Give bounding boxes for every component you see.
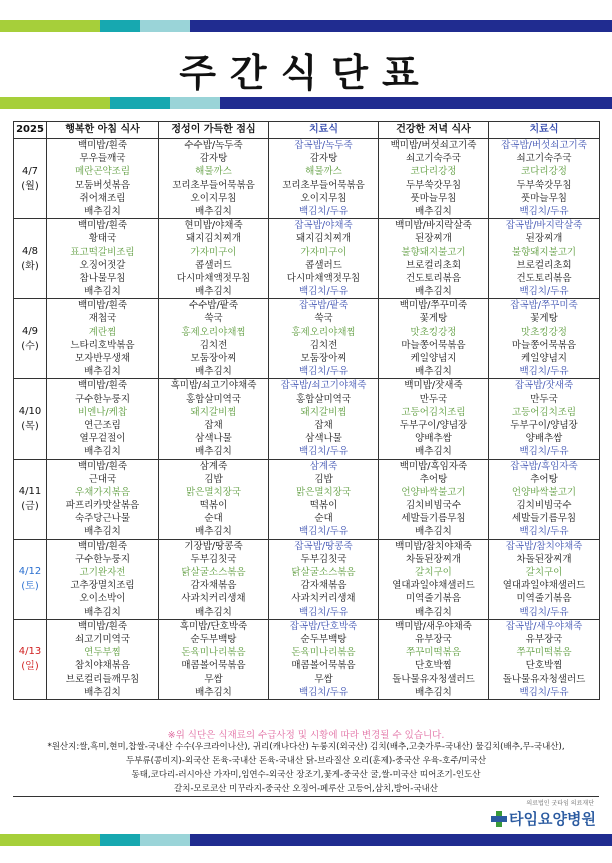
lunch-treat-cell <box>269 219 379 299</box>
menu-item: 유부장국 <box>415 633 452 645</box>
day-date: 4/10 <box>18 405 42 417</box>
menu-item: 잡곡밥/땅콩죽 <box>294 540 353 552</box>
menu-item: 브로컬리초회 <box>405 259 462 271</box>
dinner-treat-cell <box>489 299 600 379</box>
menu-item: 가자미구이 <box>300 246 347 258</box>
day-row <box>14 379 600 459</box>
menu-item: 돈육미나리볶음 <box>181 647 246 659</box>
cross-leaf-icon <box>489 810 509 828</box>
logo-subtitle: 의료법인 굿타임 의료재단 <box>526 800 594 807</box>
lunch-treat-cell <box>269 299 379 379</box>
menu-item: 참치야채볶음 <box>74 660 131 672</box>
menu-item: 잡곡밥/참치야채죽 <box>505 540 583 552</box>
lunch-header: 정성이 가득한 점심 <box>159 122 269 139</box>
menu-item: 백미밥/바지락살죽 <box>395 220 472 232</box>
menu-item: 코다리강정 <box>410 166 457 178</box>
menu-item: 배추김치 <box>415 606 452 618</box>
menu-item: 차돌된장찌개 <box>405 553 462 565</box>
day-of-week: (화) <box>21 260 39 272</box>
menu-item: 차돌된장찌개 <box>516 553 572 565</box>
menu-item: 배추김치 <box>84 366 121 378</box>
menu-item: 떡볶이 <box>309 500 338 512</box>
menu-item: 파프리카맛살볶음 <box>65 500 140 512</box>
menu-item: 불향돼지불고기 <box>401 246 466 258</box>
menu-item: 맑은멸치장국 <box>185 486 242 498</box>
day-of-week: (수) <box>21 340 39 352</box>
menu-item: 숙주당근나물 <box>74 513 131 525</box>
menu-item: 백김치/두유 <box>519 606 569 618</box>
menu-item: 순두부백탕 <box>190 633 237 645</box>
menu-item: 사과치커리생채 <box>291 593 356 605</box>
menu-item: 잡곡밥/녹두죽 <box>294 140 353 151</box>
menu-item: 황태국 <box>88 233 117 245</box>
menu-item: 된장찌개 <box>525 233 563 245</box>
menu-item: 만두국 <box>419 393 448 405</box>
notice-text: ※위 식단은 식재료의 수급사정 및 시황에 따라 변경될 수 있습니다. <box>167 730 445 741</box>
dinner-treat-cell <box>489 219 600 299</box>
menu-item: 두부김칫국 <box>190 553 237 565</box>
bottom-stripe <box>0 834 612 846</box>
menu-item: 순대 <box>204 513 223 525</box>
menu-item: 백김치/두유 <box>298 366 349 378</box>
breakfast-cell <box>47 379 159 459</box>
menu-item: 배추김치 <box>195 205 232 217</box>
menu-item: 배추김치 <box>84 606 121 618</box>
menu-item: 배추김치 <box>84 526 121 538</box>
lunch-cell <box>159 139 269 219</box>
menu-item: 돌나물유자청샐러드 <box>502 673 586 685</box>
day-of-week: (토) <box>21 581 39 593</box>
menu-item: 배추김치 <box>415 686 452 698</box>
lunch-cell <box>159 379 269 459</box>
menu-item: 백미밥/흰죽 <box>77 460 128 472</box>
menu-item: 김치전 <box>199 339 228 351</box>
menu-item: 홍합살미역국 <box>185 393 242 405</box>
menu-item: 잡곡밥/잣새죽 <box>514 380 574 392</box>
menu-item: 잡곡밥/야채죽 <box>294 220 353 232</box>
menu-item: 꽃게탕 <box>530 313 558 325</box>
menu-item: 브로컬리초회 <box>516 259 572 271</box>
menu-item: 백미밥/참치야채죽 <box>395 540 472 552</box>
day-cell <box>14 539 47 619</box>
lunch-cell <box>159 619 269 699</box>
menu-item: 무쌈 <box>314 673 333 685</box>
lunch-treat-cell <box>269 539 379 619</box>
dinner-treat-cell <box>489 139 600 219</box>
menu-item: 배추김치 <box>195 606 232 618</box>
menu-item: 맛초킹강정 <box>410 326 457 338</box>
breakfast-cell <box>47 619 159 699</box>
menu-item: 백미밥/흰죽 <box>77 380 128 392</box>
menu-item: 돼지갈비찜 <box>190 406 237 418</box>
day-date: 4/12 <box>18 566 42 578</box>
menu-item: 쥐어채조림 <box>79 192 126 204</box>
menu-item: 떡볶이 <box>199 500 228 512</box>
menu-item: 잡채 <box>314 419 333 431</box>
dinner-cell <box>379 539 489 619</box>
menu-item: 두부쑥갓무침 <box>516 179 572 191</box>
menu-item: 맛초킹강정 <box>521 326 567 338</box>
menu-item: 백미밥/흰죽 <box>77 620 128 632</box>
menu-item: 해물까스 <box>305 166 342 178</box>
menu-item: 홍합살미역국 <box>295 393 352 405</box>
menu-item: 백미밥/흑임자죽 <box>399 460 468 472</box>
menu-item: 고기완자전 <box>79 567 126 578</box>
menu-item: 브로컬리들깨무침 <box>65 673 140 685</box>
menu-item: 백김치/두유 <box>298 606 349 618</box>
menu-item: 순두부백탕 <box>300 633 347 645</box>
menu-item: 배추김치 <box>195 366 232 378</box>
top-stripe <box>0 20 612 32</box>
menu-item: 돼지갈비찜 <box>300 406 347 418</box>
menu-item: 백김치/두유 <box>519 366 569 378</box>
menu-item: 삼색나물 <box>305 433 342 445</box>
menu-item: 단호박찜 <box>525 660 563 672</box>
menu-item: 삼색나물 <box>195 433 232 445</box>
origin-line: 갈치-모로코산 미꾸라지-중국산 오징어-페루산 고등어,삼치,방어-국내산 <box>174 784 438 794</box>
menu-item: 배추김치 <box>415 286 452 298</box>
dinner-treat-cell <box>489 539 600 619</box>
menu-item: 백김치/두유 <box>298 205 349 217</box>
day-row <box>14 299 600 379</box>
menu-item: 미역줄기볶음 <box>516 593 572 605</box>
menu-item: 배추김치 <box>195 286 232 298</box>
menu-item: 열무겉절이 <box>79 433 126 445</box>
menu-item: 백김치/두유 <box>519 686 569 698</box>
menu-item: 돌나물유자청샐러드 <box>392 673 475 685</box>
menu-item: 잡곡밥/새우야채죽 <box>505 620 583 632</box>
menu-item: 우채가지볶음 <box>74 486 131 498</box>
menu-item: 감자탕 <box>309 153 338 165</box>
dinner-treat-cell <box>489 379 600 459</box>
menu-item: 언양바싹불고기 <box>401 486 466 498</box>
menu-item: 닭살굴소스볶음 <box>291 567 356 578</box>
menu-item: 잡곡밥/단호박죽 <box>289 620 358 632</box>
page-title: 주간식단표 <box>179 51 433 95</box>
menu-item: 쑥국 <box>204 313 223 325</box>
day-cell <box>14 299 47 379</box>
menu-item: 쇠고기미역국 <box>74 633 131 645</box>
menu-item: 백김치/두유 <box>298 286 349 298</box>
dinner-cell <box>379 459 489 539</box>
menu-item: 풋마늘무침 <box>410 192 457 204</box>
menu-item: 모둠장아찌 <box>300 353 347 364</box>
lunch-treat-cell <box>269 139 379 219</box>
menu-item: 배추김치 <box>84 205 121 217</box>
menu-item: 배추김치 <box>415 526 452 538</box>
day-cell <box>14 379 47 459</box>
menu-item: 백미밥/새우야채죽 <box>395 620 472 632</box>
menu-item: 쇠고기숙주국 <box>516 153 572 165</box>
breakfast-header: 행복한 아침 식사 <box>47 122 159 139</box>
menu-item: 백미밥/쭈꾸미죽 <box>399 300 468 312</box>
menu-item: 추어탕 <box>419 473 448 485</box>
menu-item: 세발들기름무침 <box>511 513 577 525</box>
menu-item: 수수밥/팥죽 <box>188 300 239 312</box>
day-cell <box>14 619 47 699</box>
menu-item: 표고떡갈비조림 <box>70 246 135 258</box>
menu-item: 연두부찜 <box>84 647 121 659</box>
menu-item: 재첩국 <box>88 313 117 325</box>
menu-item: 오이소박이 <box>79 593 126 605</box>
menu-item: 세발들기름무침 <box>401 513 466 525</box>
menu-item: 배추김치 <box>84 286 121 298</box>
menu-item: 무쌈 <box>204 673 223 685</box>
menu-item: 백김치/두유 <box>298 686 349 698</box>
menu-item: 된장찌개 <box>415 233 452 245</box>
day-cell <box>14 459 47 539</box>
menu-item: 건도토리볶음 <box>405 272 462 284</box>
menu-item: 잡곡밥/팥죽 <box>298 300 349 312</box>
menu-item: 불향돼지불고기 <box>511 246 577 258</box>
menu-item: 돈육미나리볶음 <box>291 647 356 659</box>
day-row <box>14 139 600 219</box>
dinner-header: 건강한 저녁 식사 <box>379 122 489 139</box>
menu-item: 꼬리초부들어묵볶음 <box>282 179 365 191</box>
menu-item: 백김치/두유 <box>519 286 569 298</box>
lunch-treat-cell <box>269 379 379 459</box>
menu-item: 고등어김치조림 <box>511 406 577 418</box>
menu-item: 두부김칫국 <box>300 553 347 565</box>
menu-item: 돼지김치찌개 <box>185 233 242 245</box>
menu-item: 잡곡밥/쇠고기야채죽 <box>280 380 367 392</box>
menu-item: 마늘쫑어묵볶음 <box>511 339 577 351</box>
menu-item: 미역줄기볶음 <box>405 593 462 605</box>
menu-item: 열대과일야채샐러드 <box>502 580 586 592</box>
menu-item: 두부쑥갓무침 <box>405 179 462 191</box>
menu-item: 맑은멸치장국 <box>295 486 352 498</box>
menu-item: 삼계죽 <box>309 460 338 472</box>
menu-item: 감자탕 <box>199 153 228 165</box>
breakfast-cell <box>47 139 159 219</box>
menu-item: 건도토리볶음 <box>516 272 572 284</box>
menu-item: 만두국 <box>530 393 558 405</box>
menu-item: 기장밥/땅콩죽 <box>184 540 243 552</box>
menu-item: 오이지무침 <box>300 192 347 204</box>
breakfast-cell <box>47 299 159 379</box>
menu-item: 해물까스 <box>195 166 232 178</box>
menu-item: 두부구이/양념장 <box>510 419 578 431</box>
menu-item: 비엔나/케찹 <box>77 406 128 418</box>
menu-item: 근대국 <box>88 473 117 485</box>
menu-item: 갈치구이 <box>525 567 563 578</box>
menu-item: 잡곡밥/쭈꾸미죽 <box>510 300 578 312</box>
menu-item: 오징어젓갈 <box>79 259 126 271</box>
dinner-cell <box>379 219 489 299</box>
menu-item: 모둠장아찌 <box>190 353 237 364</box>
menu-item: 다시마채액젓무침 <box>176 272 251 284</box>
header-row <box>14 122 600 139</box>
origin-line: 두부류(콩비지)-외국산 돈육-국내산 돈육-국내산 닭-브라질산 오리(훈제)-중국산 우육-호주/미국산 <box>125 756 487 766</box>
menu-item: 홍제오리야채찜 <box>291 326 356 338</box>
day-of-week: (금) <box>21 501 39 513</box>
dinner-treat-cell <box>489 619 600 699</box>
menu-item: 모자반무생채 <box>74 353 131 364</box>
lunch-treat-header: 치료식 <box>269 122 379 139</box>
day-row <box>14 539 600 619</box>
day-date: 4/7 <box>21 165 39 177</box>
menu-item: 고등어김치조림 <box>401 406 466 418</box>
year-header: 2025 <box>14 122 47 139</box>
menu-item: 배추김치 <box>84 446 121 458</box>
day-of-week: (일) <box>21 661 39 673</box>
day-cell <box>14 219 47 299</box>
menu-item: 백미밥/흰죽 <box>77 300 128 312</box>
menu-item: 매콤볼어묵볶음 <box>291 660 356 672</box>
menu-item: 수수밥/녹두죽 <box>184 140 243 151</box>
menu-item: 배추김치 <box>415 446 452 458</box>
menu-item: 백미밥/버섯쇠고기죽 <box>390 140 477 151</box>
dinner-cell <box>379 299 489 379</box>
menu-item: 백김치/두유 <box>298 526 349 538</box>
day-date: 4/13 <box>18 646 42 658</box>
dinner-cell <box>379 139 489 219</box>
menu-item: 열대과일야채샐러드 <box>392 580 475 592</box>
menu-item: 언양바싹불고기 <box>511 486 577 498</box>
lunch-cell <box>159 459 269 539</box>
menu-item: 매콤볼어묵볶음 <box>181 660 246 672</box>
menu-item: 꽃게탕 <box>419 313 448 325</box>
menu-item: 다시마채액젓무침 <box>286 272 361 284</box>
logo-name: 타임요양병원 <box>509 810 596 828</box>
breakfast-cell <box>47 219 159 299</box>
menu-item: 두부구이/양념장 <box>399 419 468 431</box>
menu-item: 백김치/두유 <box>519 205 569 217</box>
menu-item: 백미밥/흰죽 <box>77 220 128 232</box>
menu-item: 사과치커리생채 <box>181 593 246 605</box>
day-date: 4/8 <box>21 245 39 257</box>
day-of-week: (월) <box>21 180 39 192</box>
origin-info <box>13 740 599 797</box>
menu-item: 홍제오리야채찜 <box>181 326 246 338</box>
menu-item: 백김치/두유 <box>519 526 569 538</box>
menu-item: 꼬리초부들어묵볶음 <box>172 179 255 191</box>
menu-item: 콥샐러드 <box>195 259 232 271</box>
breakfast-cell <box>47 539 159 619</box>
menu-item: 현미밥/야채죽 <box>184 220 243 232</box>
menu-item: 고추장멸치조림 <box>70 580 135 592</box>
menu-item: 양배추쌈 <box>525 433 563 445</box>
menu-item: 백미밥/흰죽 <box>77 140 128 151</box>
menu-item: 배추김치 <box>195 686 232 698</box>
menu-item: 백김치/두유 <box>519 446 569 458</box>
menu-item: 단호박찜 <box>415 660 452 672</box>
menu-item: 모둠버섯볶음 <box>74 179 131 191</box>
dinner-treat-cell <box>489 459 600 539</box>
menu-item: 순대 <box>314 513 333 525</box>
menu-item: 닭살굴소스볶음 <box>181 567 246 578</box>
menu-item: 가자미구이 <box>190 246 237 258</box>
menu-item: 잡곡밥/바지락살죽 <box>505 220 583 232</box>
menu-item: 양배추쌈 <box>415 433 452 445</box>
menu-item: 무우들깨국 <box>79 153 126 165</box>
dinner-cell <box>379 619 489 699</box>
menu-item: 추어탕 <box>530 473 558 485</box>
menu-item: 김밥 <box>204 473 223 485</box>
menu-item: 유부장국 <box>525 633 563 645</box>
dinner-treat-header: 치료식 <box>489 122 600 139</box>
menu-item: 마늘쫑어묵볶음 <box>401 339 466 351</box>
menu-item: 배추김치 <box>84 686 121 698</box>
origin-line: 동태,코다리-러시아산 가자미,임연수-외국산 장조기,꽃게-중국산 굴,쌀-미국산 띠어조기-인도산 <box>131 770 481 780</box>
menu-item: 연근조림 <box>84 419 121 431</box>
menu-item: 케일양념지 <box>521 353 567 364</box>
menu-item: 김치비빔국수 <box>516 500 572 512</box>
menu-item: 쭈꾸미떡볶음 <box>516 647 572 659</box>
menu-item: 쇠고기숙주국 <box>405 153 462 165</box>
menu-item: 케일양념지 <box>410 353 457 364</box>
menu-item: 쑥국 <box>314 313 333 325</box>
menu-item: 풋마늘무침 <box>521 192 567 204</box>
menu-item: 계란찜 <box>88 326 117 338</box>
lunch-cell <box>159 539 269 619</box>
menu-item: 감자채볶음 <box>190 580 237 592</box>
menu-item: 백미밥/흰죽 <box>77 540 128 552</box>
origin-line: *원산지:쌀,흑미,현미,찹쌀-국내산 수수(우크라이나산), 귀리(캐나다산) 누룽지(외국산) 김치(배추,고춧가루-국내산) 물김치(배추,무-국내산), <box>47 742 565 752</box>
day-cell <box>14 139 47 219</box>
menu-item: 삼계죽 <box>199 460 228 472</box>
menu-item: 김치전 <box>309 339 338 351</box>
menu-item: 느타리호박볶음 <box>70 339 135 351</box>
menu-item: 참나물무침 <box>79 272 126 284</box>
menu-item: 코다리강정 <box>521 166 567 178</box>
lunch-treat-cell <box>269 619 379 699</box>
day-row <box>14 459 600 539</box>
menu-item: 오이지무침 <box>190 192 237 204</box>
lunch-cell <box>159 219 269 299</box>
menu-item: 갈치구이 <box>415 567 452 578</box>
menu-item: 흑미밥/쇠고기야채죽 <box>170 380 257 392</box>
menu-item: 메란곤약조림 <box>74 166 131 178</box>
day-date: 4/9 <box>21 325 39 337</box>
menu-item: 김치비빔국수 <box>405 500 462 512</box>
day-date: 4/11 <box>18 486 42 498</box>
menu-item: 쭈꾸미떡볶음 <box>405 647 462 659</box>
menu-item: 배추김치 <box>195 526 232 538</box>
menu-item: 돼지김치찌개 <box>295 233 352 245</box>
menu-table <box>13 121 600 700</box>
menu-item: 콥샐러드 <box>305 259 342 271</box>
menu-item: 감자채볶음 <box>300 580 347 592</box>
menu-item: 흑미밥/단호박죽 <box>179 620 248 632</box>
dinner-cell <box>379 379 489 459</box>
breakfast-cell <box>47 459 159 539</box>
menu-item: 배추김치 <box>415 205 452 217</box>
menu-item: 김밥 <box>314 473 333 485</box>
menu-item: 잡곡밥/버섯쇠고기죽 <box>501 140 587 151</box>
menu-item: 백미밥/잣새죽 <box>404 380 463 392</box>
menu-item: 잡곡밥/흑임자죽 <box>510 460 578 472</box>
lunch-treat-cell <box>269 459 379 539</box>
lunch-cell <box>159 299 269 379</box>
day-of-week: (목) <box>21 420 39 432</box>
title-stripe <box>0 97 612 109</box>
menu-item: 배추김치 <box>195 446 232 458</box>
day-row <box>14 619 600 699</box>
menu-item: 잡채 <box>204 419 223 431</box>
menu-item: 구수한누룽지 <box>74 553 131 565</box>
menu-item: 구수한누룽지 <box>74 393 131 405</box>
menu-item: 배추김치 <box>415 366 452 378</box>
menu-item: 백김치/두유 <box>298 446 349 458</box>
hospital-logo <box>444 798 604 838</box>
day-row <box>14 219 600 299</box>
